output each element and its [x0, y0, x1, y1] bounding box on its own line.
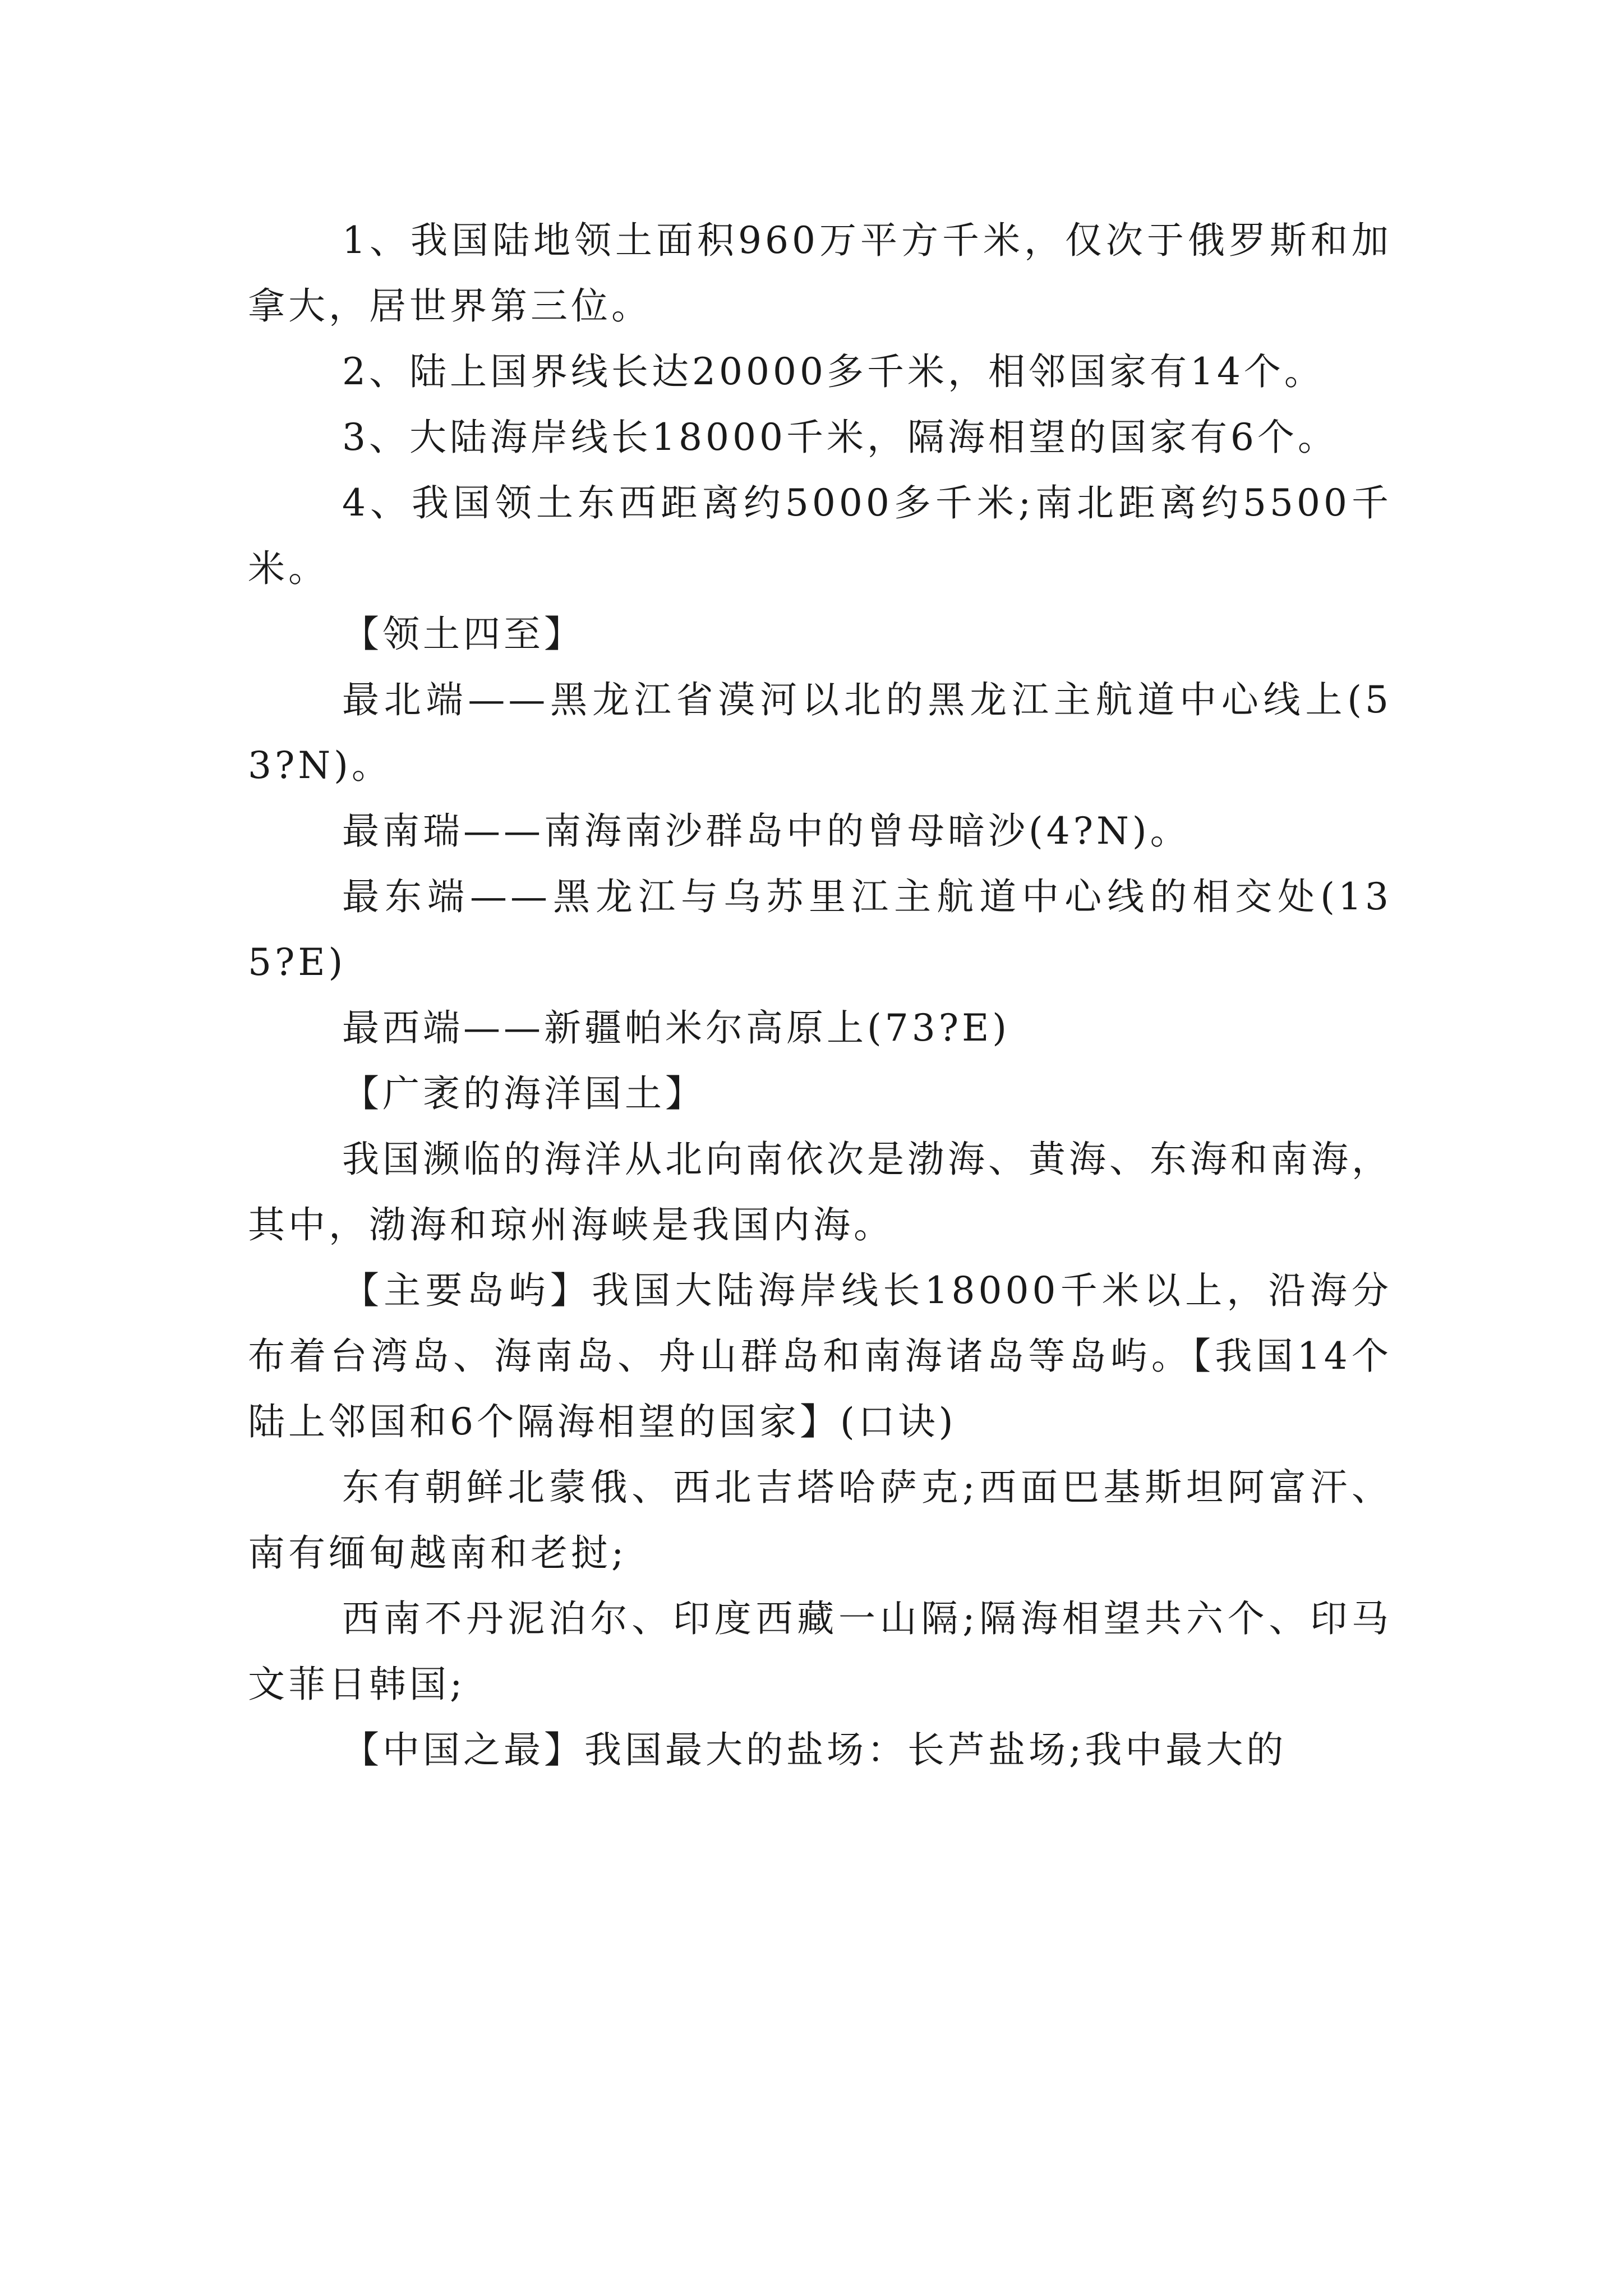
paragraph-mnemonic-1: 东有朝鲜北蒙俄、西北吉塔哈萨克;西面巴基斯坦阿富汗、南有缅甸越南和老挝; — [248, 1466, 1392, 1575]
paragraph-land-area: 1、我国陆地领土面积960万平方千米，仅次于俄罗斯和加拿大，居世界第三位。 — [248, 219, 1392, 328]
paragraph-coastline: 3、大陆海岸线长18000千米，隔海相望的国家有6个。 — [342, 416, 1338, 459]
paragraph-mnemonic-2: 西南不丹泥泊尔、印度西藏一山隔;隔海相望共六个、印马文菲日韩国; — [248, 1597, 1392, 1706]
section-heading-territory-extremes: 【领土四至】 — [342, 613, 584, 656]
section-heading-marine-territory: 【广袤的海洋国土】 — [342, 1072, 706, 1115]
paragraph-territory-span: 4、我国领土东西距离约5000多千米;南北距离约5500千米。 — [248, 481, 1392, 590]
paragraph-southernmost: 最南瑞——南海南沙群岛中的曾母暗沙(4?N)。 — [342, 809, 1191, 853]
paragraph-westernmost: 最西端——新疆帕米尔高原上(73?E) — [342, 1006, 1011, 1050]
paragraph-china-records: 【中国之最】我国最大的盐场：长芦盐场;我中最大的 — [342, 1728, 1287, 1772]
paragraph-seas: 我国濒临的海洋从北向南依次是渤海、黄海、东海和南海，其中，渤海和琼州海峡是我国内海。 — [248, 1138, 1392, 1246]
paragraph-land-border: 2、陆上国界线长达20000多千米，相邻国家有14个。 — [342, 350, 1325, 393]
document-body — [248, 208, 1392, 1783]
paragraph-main-islands: 【主要岛屿】我国大陆海岸线长18000千米以上，沿海分布着台湾岛、海南岛、舟山群岛和南海诸岛等岛屿。【我国14个陆上邻国和6个隔海相望的国家】(口诀) — [248, 1269, 1392, 1443]
paragraph-northernmost: 最北端——黑龙江省漠河以北的黑龙江主航道中心线上(53?N)。 — [248, 678, 1392, 787]
paragraph-easternmost: 最东端——黑龙江与乌苏里江主航道中心线的相交处(135?E) — [248, 875, 1392, 984]
